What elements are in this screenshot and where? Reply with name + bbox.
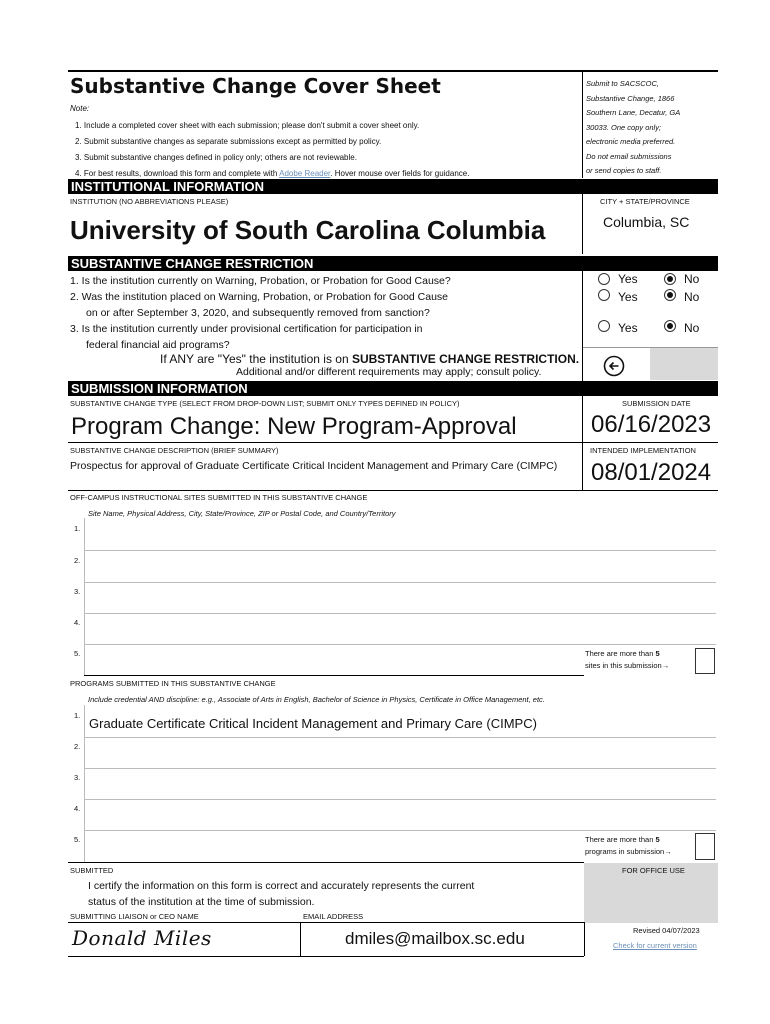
institution-label: INSTITUTION (NO ABBREVIATIONS PLEASE)	[70, 197, 229, 206]
note-4	[75, 169, 469, 178]
more-programs-checkbox[interactable]	[695, 833, 715, 860]
more-programs-note	[585, 834, 672, 858]
note-4-text: 4. For best results, download this form and complete with	[75, 169, 280, 178]
implementation-label: INTENDED IMPLEMENTATION	[590, 446, 696, 455]
question-3b: federal financial aid programs?	[86, 339, 230, 351]
question-3a: 3. Is the institution currently under provisional certification for participation in	[70, 323, 423, 335]
programs-label: PROGRAMS SUBMITTED IN THIS SUBSTANTIVE CHANGE	[70, 679, 276, 688]
submission-bar: SUBMISSION INFORMATION	[68, 381, 718, 396]
q3-no-radio[interactable]	[664, 320, 676, 332]
submission-date-field[interactable]: 06/16/2023	[591, 411, 712, 438]
submit-to-line: Southern Lane, Decatur, GA	[586, 108, 681, 117]
restriction-divider	[582, 271, 583, 381]
type-rule	[68, 442, 582, 443]
q3-no-label: No	[684, 321, 700, 335]
institution-field[interactable]: University of South Carolina Columbia	[70, 215, 546, 245]
restriction-warning-text: If ANY are "Yes" the institution is on	[160, 352, 352, 366]
note-3: 3. Submit substantive changes defined in policy only; others are not reviewable.	[75, 153, 357, 162]
description-field[interactable]: Prospectus for approval of Graduate Certificate Critical Incident Management and Primary Care (CIMPC)	[70, 460, 558, 472]
page-title: Substantive Change Cover Sheet	[70, 74, 441, 98]
site-row-number: 5.	[74, 649, 81, 658]
email-label: EMAIL ADDRESS	[303, 912, 364, 921]
email-revised-divider	[584, 922, 585, 956]
q3-yes-label: Yes	[618, 321, 638, 335]
note-2: 2. Submit substantive changes as separate submissions except as permitted by policy.	[75, 137, 382, 146]
more-sites-checkbox[interactable]	[695, 648, 715, 674]
site-field-5[interactable]	[84, 675, 584, 676]
more-programs-text: There are more than	[585, 835, 656, 844]
q2-yes-radio[interactable]	[598, 289, 610, 301]
restriction-warning-bold: SUBSTANTIVE CHANGE RESTRICTION.	[351, 352, 580, 366]
liaison-label: SUBMITTING LIAISON or CEO NAME	[70, 912, 199, 921]
note-4-suffix: . Hover mouse over fields for guidance.	[330, 169, 470, 178]
q2-yes-label: Yes	[618, 290, 638, 304]
city-label: CITY + STATE/PROVINCE	[600, 197, 690, 206]
submission-bottom-rule	[68, 490, 718, 491]
program-row-number: 3.	[74, 773, 81, 782]
program-line-1	[84, 737, 716, 738]
program-field-5[interactable]	[68, 862, 584, 863]
more-programs-text-2: programs in submission→	[585, 847, 672, 856]
site-field-4[interactable]	[84, 644, 716, 645]
site-row-number: 4.	[74, 618, 81, 627]
submit-to-line: or send copies to staff.	[586, 166, 662, 175]
submitted-label: SUBMITTED	[70, 866, 114, 875]
restriction-questions	[70, 273, 451, 353]
more-sites-text: There are more than	[585, 649, 656, 658]
question-2b: on or after September 3, 2020, and subsequently removed from sanction?	[86, 307, 430, 319]
q1-no-radio[interactable]	[664, 273, 676, 285]
submit-to-line: Substantive Change, 1866	[586, 93, 675, 103]
program-field-4[interactable]	[84, 830, 716, 831]
restriction-additional: Additional and/or different requirements may apply; consult policy.	[236, 366, 542, 378]
certification-text	[88, 878, 474, 910]
header-divider	[582, 72, 583, 178]
program-row-number: 1.	[74, 711, 81, 720]
description-label: SUBSTANTIVE CHANGE DESCRIPTION (BRIEF SUMMARY)	[70, 446, 279, 455]
programs-hint: Include credential AND discipline: e.g., Associate of Arts in English, Bachelor of Science in Physics, Certificate in Office Management, etc.	[88, 695, 545, 704]
certify-rule	[68, 922, 584, 923]
program-row-number: 5.	[74, 835, 81, 844]
submit-to-line: electronic media preferred.	[586, 137, 676, 146]
q1-yes-radio[interactable]	[598, 273, 610, 285]
certification-line-2: status of the institution at the time of submission.	[88, 896, 315, 908]
submission-divider	[582, 396, 583, 490]
implementation-field[interactable]: 08/01/2024	[591, 459, 712, 486]
liaison-name-field[interactable]: Donald Miles	[72, 926, 212, 950]
offcampus-label: OFF-CAMPUS INSTRUCTIONAL SITES SUBMITTED IN THIS SUBSTANTIVE CHANGE	[70, 493, 368, 502]
city-field[interactable]: Columbia, SC	[603, 214, 690, 230]
submit-to-line: Do not email submissions	[586, 151, 672, 161]
more-sites-note	[585, 648, 669, 672]
q2-no-label: No	[684, 290, 700, 304]
more-sites-text-2: sites in this submission→	[585, 661, 670, 670]
more-sites-count: 5	[655, 649, 660, 658]
submit-to-line: 30033. One copy only;	[586, 122, 662, 132]
type-field[interactable]: Program Change: New Program-Approval	[71, 413, 517, 440]
offcampus-margin	[84, 518, 85, 675]
current-version-link[interactable]: Check for current version	[613, 941, 697, 950]
q1-yes-label: Yes	[618, 272, 638, 286]
revised-label: Revised 04/07/2023	[633, 926, 700, 935]
adobe-reader-link[interactable]: Adobe Reader	[279, 169, 331, 178]
program-field-2[interactable]	[84, 768, 716, 769]
date-rule	[583, 442, 718, 443]
site-row-number: 2.	[74, 556, 81, 565]
restriction-shade	[650, 348, 718, 380]
back-arrow-icon[interactable]	[603, 355, 625, 377]
site-field-3[interactable]	[84, 613, 716, 614]
program-field-3[interactable]	[84, 799, 716, 800]
site-row-number: 1.	[74, 524, 81, 533]
bottom-rule	[68, 956, 584, 957]
inst-divider	[582, 194, 583, 254]
note-1: 1. Include a completed cover sheet with each submission; please don't submit a cover sheet only.	[75, 121, 420, 130]
question-2a: 2. Was the institution placed on Warning, Probation, or Probation for Good Cause	[70, 291, 449, 303]
certification-line-1: I certify the information on this form is correct and accurately represents the current	[88, 880, 475, 892]
submission-date-label: SUBMISSION DATE	[622, 399, 691, 408]
question-1: 1. Is the institution currently on Warning, Probation, or Probation for Good Cause?	[70, 275, 451, 287]
offcampus-hint: Site Name, Physical Address, City, State/Province, ZIP or Postal Code, and Country/Territory	[88, 509, 396, 518]
program-field-1[interactable]: Graduate Certificate Critical Incident Management and Primary Care (CIMPC)	[89, 716, 537, 731]
email-field[interactable]: dmiles@mailbox.sc.edu	[345, 929, 525, 948]
note-label: Note:	[70, 104, 90, 113]
submit-to-line: Submit to SACSCOC,	[586, 79, 659, 88]
programs-margin	[84, 705, 85, 862]
site-row-number: 3.	[74, 587, 81, 596]
institutional-bar: INSTITUTIONAL INFORMATION	[68, 179, 718, 194]
office-use-label: FOR OFFICE USE	[622, 866, 685, 875]
site-field-1[interactable]	[84, 550, 716, 551]
q1-no-label: No	[684, 272, 700, 286]
q3-yes-radio[interactable]	[598, 320, 610, 332]
q2-no-radio[interactable]	[664, 289, 676, 301]
more-programs-count: 5	[655, 835, 660, 844]
program-row-number: 2.	[74, 742, 81, 751]
type-label: SUBSTANTIVE CHANGE TYPE (SELECT FROM DROP-DOWN LIST; SUBMIT ONLY TYPES DEFINED IN POLICY)	[70, 399, 460, 408]
top-rule	[68, 70, 718, 72]
name-email-divider	[300, 922, 301, 956]
site-field-2[interactable]	[84, 582, 716, 583]
restriction-warning	[160, 352, 579, 366]
submit-to-box	[586, 77, 680, 179]
restriction-bar: SUBSTANTIVE CHANGE RESTRICTION	[68, 256, 718, 271]
program-row-number: 4.	[74, 804, 81, 813]
